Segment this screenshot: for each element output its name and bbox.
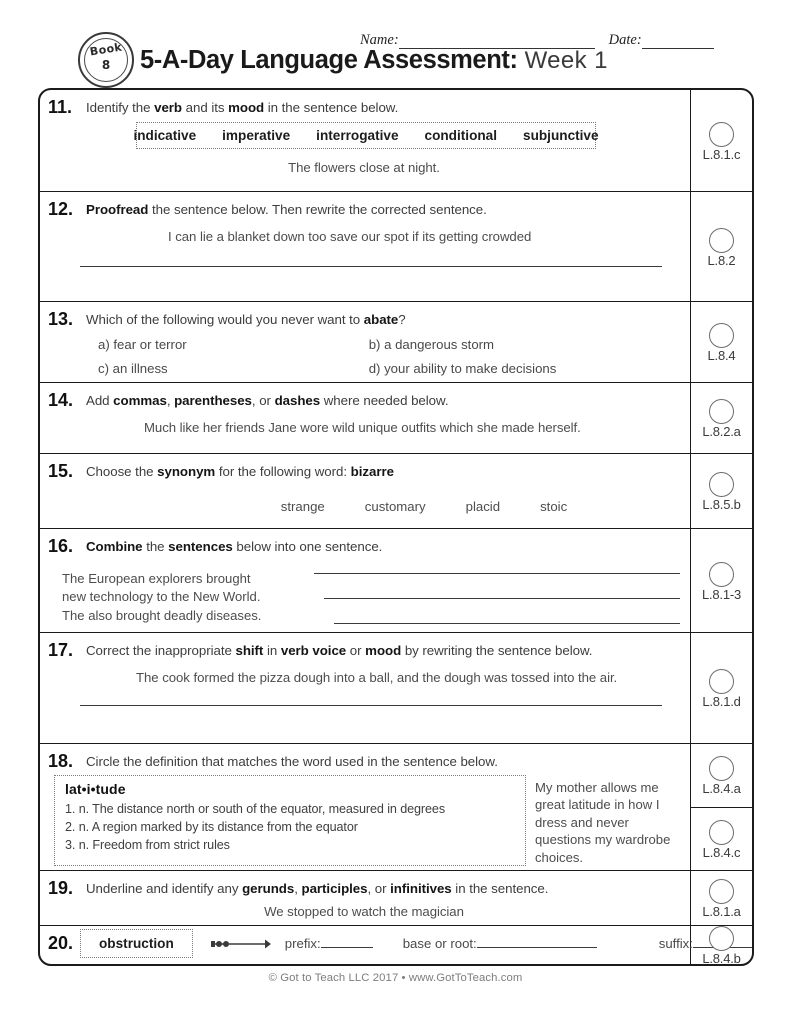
base-label: base or root: bbox=[402, 936, 477, 951]
standard-code: L.8.4.a bbox=[702, 781, 741, 797]
score-bubble-icon[interactable] bbox=[709, 669, 734, 694]
score-bubble-icon[interactable] bbox=[709, 122, 734, 147]
standard-code: L.8.1.c bbox=[702, 146, 741, 162]
synonym-option[interactable]: placid bbox=[465, 498, 501, 514]
question-sentence-11: The flowers close at night. bbox=[288, 159, 440, 175]
name-label: Name: bbox=[360, 32, 399, 48]
standards-column-16 bbox=[690, 529, 752, 632]
question-prompt-15: Choose the synonym for the following word: bizarre bbox=[86, 464, 394, 479]
score-bubble-icon[interactable] bbox=[709, 562, 734, 587]
answer-line[interactable] bbox=[334, 623, 680, 624]
definition-box-18 bbox=[54, 775, 526, 866]
score-bubble-icon[interactable] bbox=[709, 879, 734, 904]
word-bank-option[interactable]: indicative bbox=[133, 127, 197, 143]
question-number-16: 16. bbox=[48, 536, 74, 556]
name-input[interactable] bbox=[399, 36, 595, 49]
base-input[interactable] bbox=[477, 936, 597, 948]
question-body-16 bbox=[40, 529, 690, 632]
standard-cell[interactable] bbox=[691, 633, 752, 743]
standard-code: L.8.4.c bbox=[702, 844, 741, 860]
standards-column-15 bbox=[690, 454, 752, 528]
standard-code: L.8.2 bbox=[707, 252, 736, 268]
score-bubble-icon[interactable] bbox=[709, 756, 734, 781]
question-prompt-19: Underline and identify any gerunds, participles, or infinitives in the sentence. bbox=[86, 881, 549, 896]
entry-word: lat•i•tude bbox=[65, 780, 126, 797]
standards-column-17 bbox=[690, 633, 752, 743]
page-title-main: 5-A-Day Language Assessment: bbox=[140, 46, 518, 74]
synonym-option[interactable]: strange bbox=[280, 498, 325, 514]
standard-cell[interactable] bbox=[691, 302, 752, 382]
definition-item[interactable]: 3. n. Freedom from strict rules bbox=[65, 838, 230, 853]
page-title-week: Week 1 bbox=[524, 47, 608, 74]
definition-area-18 bbox=[48, 775, 688, 866]
question-number-19: 19. bbox=[48, 878, 74, 898]
question-body-20 bbox=[40, 926, 693, 964]
standard-code: L.8.4.b bbox=[702, 951, 741, 966]
source-sentence-line: The also brought deadly diseases. bbox=[62, 608, 262, 624]
choice-grid-13 bbox=[48, 337, 680, 376]
standards-column-20 bbox=[690, 926, 752, 964]
score-bubble-icon[interactable] bbox=[709, 820, 734, 845]
synonym-option[interactable]: customary bbox=[364, 498, 426, 514]
standard-code: L.8.5.b bbox=[702, 497, 741, 512]
combine-area-16 bbox=[48, 565, 680, 626]
standard-cell[interactable] bbox=[691, 744, 752, 807]
question-body-19 bbox=[40, 871, 690, 925]
answer-line-12[interactable] bbox=[80, 266, 662, 267]
score-bubble-icon[interactable] bbox=[709, 472, 734, 497]
question-row-17 bbox=[40, 633, 752, 744]
choice-option-c[interactable]: c) an illness bbox=[98, 360, 168, 376]
question-prompt-12: Proofread the sentence below. Then rewrite the corrected sentence. bbox=[86, 202, 487, 217]
question-body-15 bbox=[40, 454, 690, 528]
question-number-15: 15. bbox=[48, 461, 74, 481]
standard-cell[interactable] bbox=[691, 192, 752, 301]
morpheme-blanks-20 bbox=[285, 936, 754, 951]
question-prompt-13: Which of the following would you never want to abate? bbox=[86, 312, 406, 327]
question-row-13 bbox=[40, 302, 752, 383]
score-bubble-icon[interactable] bbox=[709, 323, 734, 348]
question-prompt-14: Add commas, parentheses, or dashes where needed below. bbox=[86, 393, 449, 408]
question-number-17: 17. bbox=[48, 640, 74, 660]
question-row-12 bbox=[40, 192, 752, 302]
standards-column-19 bbox=[690, 871, 752, 925]
page-header bbox=[0, 0, 791, 88]
question-row-11 bbox=[40, 90, 752, 192]
question-body-18 bbox=[40, 744, 690, 870]
answer-line-17[interactable] bbox=[80, 705, 662, 706]
standard-cell[interactable] bbox=[691, 90, 752, 191]
standard-code: L.8.1.a bbox=[702, 904, 741, 919]
question-prompt-11: Identify the verb and its mood in the sentence below. bbox=[86, 100, 399, 115]
page-footer: © Got to Teach LLC 2017 • www.GotToTeach.com bbox=[268, 972, 523, 984]
question-number-20: 20. bbox=[48, 933, 74, 953]
question-body-13 bbox=[40, 302, 690, 382]
option-row-15 bbox=[48, 499, 680, 514]
score-bubble-icon[interactable] bbox=[709, 926, 734, 951]
standard-code: L.8.1.d bbox=[702, 694, 741, 709]
question-number-13: 13. bbox=[48, 309, 74, 329]
standard-cell[interactable] bbox=[691, 529, 752, 632]
standard-code: L.8.1-3 bbox=[701, 586, 742, 602]
date-input[interactable] bbox=[642, 36, 714, 49]
choice-option-d[interactable]: d) your ability to make decisions bbox=[368, 360, 557, 376]
source-sentence-line: new technology to the New World. bbox=[62, 589, 261, 605]
question-body-17 bbox=[40, 633, 690, 743]
definition-item[interactable]: 2. n. A region marked by its distance from the equator bbox=[65, 820, 358, 835]
choice-option-b[interactable]: b) a dangerous storm bbox=[368, 336, 495, 352]
answer-line[interactable] bbox=[314, 573, 680, 574]
question-sentence-17: The cook formed the pizza dough into a ball, and the dough was tossed into the air. bbox=[136, 669, 618, 685]
worksheet-table bbox=[38, 88, 754, 966]
date-label: Date: bbox=[608, 32, 642, 48]
question-prompt-17: Correct the inappropriate shift in verb voice or mood by rewriting the sentence below. bbox=[86, 643, 593, 658]
book-badge bbox=[78, 32, 134, 88]
book-badge-number: 8 bbox=[101, 58, 111, 72]
question-body-11 bbox=[40, 90, 690, 191]
name-date-row bbox=[360, 32, 752, 49]
standard-cell[interactable] bbox=[691, 924, 752, 966]
answer-lines-16 bbox=[306, 565, 680, 626]
standards-column-11 bbox=[690, 90, 752, 191]
question-prompt-18: Circle the definition that matches the word used in the sentence below. bbox=[86, 754, 498, 769]
question-row-20 bbox=[40, 926, 752, 964]
question-row-15 bbox=[40, 454, 752, 529]
question-row-19 bbox=[40, 871, 752, 926]
question-body-14 bbox=[40, 383, 690, 453]
arrow-right-icon bbox=[209, 938, 271, 950]
question-row-18 bbox=[40, 744, 752, 871]
suffix-label: suffix: bbox=[658, 936, 693, 951]
question-sentence-14: Much like her friends Jane wore wild unique outfits which she made herself. bbox=[144, 419, 581, 435]
word-bank-option[interactable]: imperative bbox=[222, 127, 291, 143]
standard-cell[interactable] bbox=[691, 871, 752, 925]
question-number-11: 11. bbox=[48, 97, 73, 117]
standard-cell[interactable] bbox=[691, 454, 752, 528]
synonym-option[interactable]: stoic bbox=[540, 498, 568, 514]
standards-column-12 bbox=[690, 192, 752, 301]
standards-column-18 bbox=[690, 744, 752, 870]
score-bubble-icon[interactable] bbox=[709, 399, 734, 424]
prefix-input[interactable] bbox=[321, 936, 373, 948]
standard-code: L.8.2.a bbox=[702, 424, 741, 439]
question-row-16 bbox=[40, 529, 752, 633]
standards-column-14 bbox=[690, 383, 752, 453]
question-prompt-16: Combine the sentences below into one sentence. bbox=[86, 539, 383, 554]
word-chip-20: obstruction bbox=[80, 929, 193, 958]
question-number-12: 12. bbox=[48, 199, 74, 219]
page-title bbox=[140, 46, 608, 75]
question-row-14 bbox=[40, 383, 752, 454]
question-number-14: 14. bbox=[48, 390, 74, 410]
answer-line[interactable] bbox=[324, 598, 680, 599]
question-sentence-19: We stopped to watch the magician bbox=[264, 903, 464, 919]
word-bank-option[interactable]: conditional bbox=[424, 127, 498, 143]
question-number-18: 18. bbox=[48, 751, 74, 771]
book-badge-word: Book bbox=[88, 40, 124, 59]
source-sentence-line: The European explorers brought bbox=[62, 570, 251, 586]
word-bank-option[interactable]: subjunctive bbox=[523, 127, 599, 143]
example-sentence-18: My mother allows me great latitude in how I dress and never questions my wardrobe choices. bbox=[535, 779, 671, 865]
choice-option-a[interactable]: a) fear or terror bbox=[98, 336, 187, 352]
prefix-label: prefix: bbox=[284, 936, 321, 951]
standard-cell[interactable] bbox=[691, 383, 752, 453]
score-bubble-icon[interactable] bbox=[709, 228, 734, 253]
word-bank-11 bbox=[133, 122, 599, 149]
definition-item[interactable]: 1. n. The distance north or south of the equator, measured in degrees bbox=[65, 801, 446, 816]
question-sentence-12: I can lie a blanket down too save our spot if its getting crowded bbox=[168, 228, 532, 244]
source-sentences-16 bbox=[62, 565, 292, 626]
question-body-12 bbox=[40, 192, 690, 301]
standard-cell[interactable] bbox=[691, 807, 752, 871]
standard-code: L.8.4 bbox=[707, 348, 736, 363]
standards-column-13 bbox=[690, 302, 752, 382]
word-bank-option[interactable]: interrogative bbox=[316, 127, 399, 143]
